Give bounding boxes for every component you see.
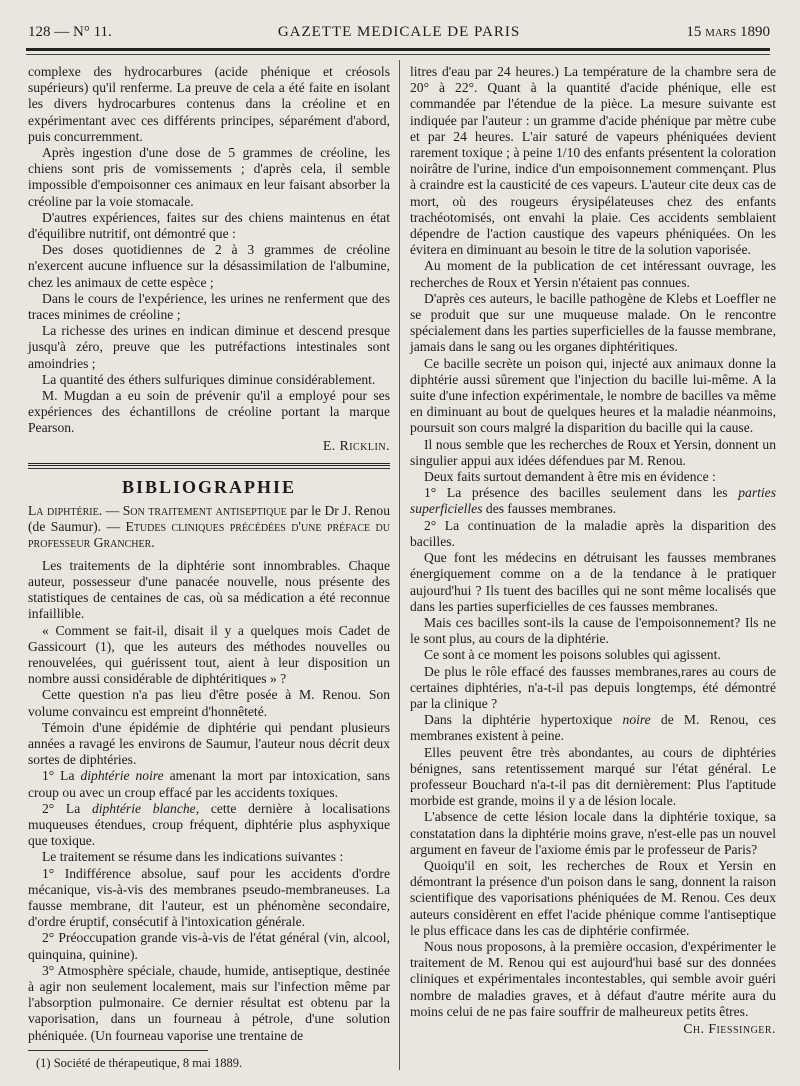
paragraph: L'absence de cette lésion locale dans la diphtérie toxique, sa constatation dans la diphtérie moins grave, n'est-elle pas un nouvel argument en faveur de l'axiome émis par le professeur de Paris? <box>410 809 776 857</box>
header-rule-thin <box>26 54 770 55</box>
paragraph: La quantité des éthers sulfuriques diminue considérablement. <box>42 371 376 387</box>
paragraph: 1° Indifférence absolue, sauf pour les accidents d'ordre mécanique, vis-à-vis des membranes pseudo-membraneuses. La fausse membrane, dit l'auteur, est un phénomène secondaire, d'ordre éruptif, consécutif à l'intoxication générale. <box>28 865 390 930</box>
right-column <box>410 64 776 1037</box>
paragraph: 2° La continuation de la maladie après la disparition des bacilles. <box>410 517 776 549</box>
paragraph: M. Mugdan a eu soin de prévenir qu'il a employé pour ses expériences des échantillons de créoline portant la marque Pearson. <box>28 388 390 436</box>
paragraph: 1° La diphtérie noire amenant la mort par intoxication, sans croup ou avec un croup effacé par les accidents toxiques. <box>28 768 390 800</box>
paragraph: Au moment de la publication de cet intéressant ouvrage, les recherches de Roux et Yersin n'étaient pas connues. <box>410 258 776 290</box>
paragraph: D'autres expériences, faites sur des chiens maintenus en état d'équilibre nutritif, ont démontré que : <box>28 209 390 242</box>
paragraph: « Comment se fait-il, disait il y a quelques mois Cadet de Gassicourt (1), que les auteurs des méthodes nouvelles ou renouvelées, qui guérissent tout, aient à leur disposition un nombre aussi considérable de diphtéritiques » ? <box>28 622 390 687</box>
paragraph: Les traitements de la diphtérie sont innombrables. Chaque auteur, possesseur d'une panacée nouvelle, nous présente des statistiques de centaines de cas, où sa médication a été reconnue infaillible. <box>28 557 390 622</box>
paragraph: Témoin d'une épidémie de diphtérie qui pendant plusieurs années a ravagé les environs de Saumur, l'auteur nous décrit deux sortes de diphtéries. <box>28 719 390 768</box>
paragraph: Après ingestion d'une dose de 5 grammes de créoline, les chiens sont pris de vomissements ; d'après cela, il semble impossible d'empoisonner ces animaux en leur faisant absorber la créoline par la voie stomacale. <box>28 145 390 209</box>
paragraph: Nous nous proposons, à la première occasion, d'expérimenter le traitement de M. Renou qui est aujourd'hui basé sur des données cliniques et expérimentales incontestables, qui semble avoir guéri nombre de maladies graves, et à défaut d'autre mérite aura du moins celui de ne pas faire souffrir de malheureux petits êtres. <box>410 938 776 1019</box>
paragraph: Cette question n'a pas lieu d'être posée à M. Renou. Son volume convaincu est empreint d'honnêteté. <box>28 687 390 719</box>
paragraph: Dans la diphtérie hypertoxique noire de M. Renou, ces membranes existent à peine. <box>410 712 777 744</box>
paragraph: 2° Préoccupation grande vis-à-vis de l'état général (vin, alcool, quinquina, quinine). <box>28 930 390 962</box>
paragraph: Des doses quotidiennes de 2 à 3 grammes de créoline n'exercent aucune influence sur la désassimilation de l'albumine, chez les animaux de cette espèce ; <box>28 242 390 290</box>
paragraph: 3° Atmosphère spéciale, chaude, humide, antiseptique, destinée à agir non seulement localement, mais sur l'infection même par l'absorption pulmonaire. Ce dernier résultat est obtenu par la vaporisation, dans un fourneau à pétrole, d'une solution phéniquée. (Un fourneau vaporise une trentaine de <box>28 962 390 1043</box>
book-reference: La diphtérie. — Son traitement antiseptique par le Dr J. Renou (de Saumur). — Etudes cliniques précédées d'une préface du professeur Grancher. <box>28 503 390 551</box>
paragraph: Quoiqu'il en soit, les recherches de Roux et Yersin en démontrant la présence d'un poison dans le sang, donnent la raison scientifique des vaporisations phéniquées de M. Renou. Ces deux auteurs considèrent en effet l'acide phénique comme l'antiseptique le plus efficace dans les cas de diphtérie confirmée. <box>410 857 776 938</box>
header-rule <box>26 48 770 51</box>
paragraph: litres d'eau par 24 heures.) La température de la chambre sera de 20° à 22°. Quant à la quantité d'acide phénique, elle est commandée par l'étendue de la pièce. La mesure suivante est indiquée par l'auteur : un gramme d'acide phénique par mètre cube et par 24 heures. L'air saturé de vapeurs phéniquées devient rarement toxique ; à peine 1/10 des enfants présentent la coloration noirâtre de l'urine, indice d'un empoisonnement commençant. Plus à craindre est la causticité de ces vapeurs. L'auteur cite deux cas de mort, où des rougeurs érysipélateuses chez des enfants trachéotomisés, ont envahi la plaie. Ces accidents semblaient dépendre de l'action caustique des vapeurs phéniquées. On les évitera en diminuant au besoin le titre de la solution vaporisée. <box>410 64 776 258</box>
paragraph: Mais ces bacilles sont-ils la cause de l'empoisonnement? Ils ne le sont plus, au cours de la diphtérie. <box>410 614 776 647</box>
signature: Ch. Fiessinger. <box>683 1020 776 1036</box>
section-title: BIBLIOGRAPHIE <box>121 476 297 497</box>
paragraph: Dans le cours de l'expérience, les urines ne renferment que des traces minimes de créoline ; <box>28 290 390 323</box>
paragraph: Ce bacille secrète un poison qui, injecté aux animaux donne la diphtérie aussi sûrement que l'injection du bacille lui-même. A la suite d'une infection expérimentale, le nombre de bacilles va même en diminuant au bout de quelques heures et la maladie néanmoins, poursuit son cours malgré la disparition du bacille qui la cause. <box>410 355 776 436</box>
page-header <box>28 22 770 46</box>
paragraph: Ce sont à ce moment les poisons solubles qui agissent. <box>424 647 721 663</box>
signature: E. Ricklin. <box>323 437 390 453</box>
paragraph: 1° La présence des bacilles seulement dans les parties superficielles des fausses membranes. <box>410 485 776 517</box>
paragraph: D'après ces auteurs, le bacille pathogène de Klebs et Loeffler ne se produit que sur une muqueuse malade. On le rencontre spécialement dans les parties superficielles de la fausse membrane, jamais dans le sang ou les organes diphtéritiques. <box>410 290 776 355</box>
journal-title: GAZETTE MEDICALE DE PARIS <box>277 24 521 40</box>
section-rule <box>28 463 390 469</box>
footnote: (1) Société de thérapeutique, 8 mai 1889. <box>36 1055 243 1070</box>
paragraph: Elles peuvent être très abondantes, au cours de diphtéries bénignes, sans retentissement marqué sur l'état général. Le professeur Bouchard n'a-t-il pas dit dernièrement: Plus l'aptitude morbide est grande, moins il y a de lésion locale. <box>410 744 776 809</box>
paragraph: Il nous semble que les recherches de Roux et Yersin, donnent un singulier appui aux idées défendues par M. Renou. <box>410 436 776 468</box>
column-divider <box>399 60 400 1070</box>
paragraph: Deux faits surtout demandent à être mis en évidence : <box>424 469 716 485</box>
paragraph: Le traitement se résume dans les indications suivantes : <box>42 849 344 865</box>
paragraph: Que font les médecins en détruisant les fausses membranes énergiquement comme on a de la tendance à le pratiquer aujourd'hui ? Ils tuent des bacilles qui ne sont même localisés que dans les parties superficielles de ces fausses membranes. <box>410 550 776 614</box>
footnote-rule <box>28 1050 208 1051</box>
paragraph: De plus le rôle effacé des fausses membranes,rares au cours de certaines diphtéries, n'a-t-il pas depuis longtemps, été démontré par la clinique ? <box>410 663 776 711</box>
paragraph: La richesse des urines en indican diminue et descend presque jusqu'à zéro, preuve que les putréfactions intestinales sont amoindries ; <box>28 323 390 371</box>
paragraph: 2° La diphtérie blanche, cette dernière à localisations muqueuses étendues, croup fréquent, diphtérie plus asphyxique que toxique. <box>28 800 390 849</box>
left-column <box>28 64 390 1071</box>
issue-date: 15 mars 1890 <box>686 24 770 40</box>
page-number: 128 — N° 11. <box>28 24 112 40</box>
paragraph: complexe des hydrocarbures (acide phénique et créosols supérieurs) qu'il renferme. La preuve de cela a été faite en isolant les divers hydrocarbures contenus dans la créoline et en expérimentant avec ces différents principes, séparément d'abord, puis concurremment. <box>28 64 390 144</box>
